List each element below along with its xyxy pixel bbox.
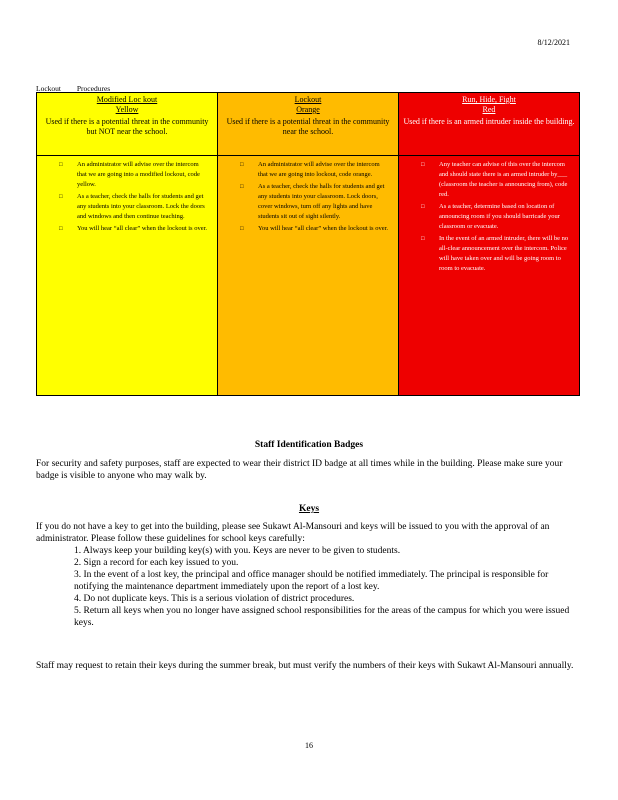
orange-header-cell (218, 93, 399, 156)
column-color-name: Yellow (115, 105, 139, 114)
list-item: 2. Sign a record for each key issued to you. (74, 558, 239, 568)
table-header-row (37, 93, 580, 156)
list-item: □ Any teacher can advise of this over the intercom and should state there is an armed intruder by___ (classroom the teacher is announcing from), code red. (399, 160, 571, 200)
red-header-cell (399, 93, 580, 156)
list-item: 1. Always keep your building key(s) with you. Keys are never to be given to students. (74, 546, 401, 556)
list-item: □ In the event of an armed intruder, there will be no all-clear announcement over the intercom. Police will have taken over and will be going room to room to evacuate. (399, 234, 571, 274)
table-body-row (37, 156, 580, 396)
list-item: □ An administrator will advise over the intercom that we are going into a modified lockout, code yellow. (37, 160, 209, 190)
yellow-header-cell (37, 93, 218, 156)
column-title: Run, Hide, Fight (462, 95, 516, 104)
list-item: □ You will hear “all clear” when the lockout is over. (37, 224, 209, 234)
list-item: □ As a teacher, check the halls for students and get any students into your classroom. Lock the doors and windows and then continue teaching. (37, 192, 209, 222)
list-item: 4. Do not duplicate keys. This is a serious violation of district procedures. (74, 594, 355, 604)
column-title: Modified Loc kout (96, 95, 158, 104)
list-item: □ As a teacher, check the halls for students and get any students into your classroom. Lock doors, cover windows, turn off any lights and have students sit out of sight silently. (218, 182, 390, 222)
lockout-procedures-table (36, 92, 580, 396)
yellow-body-cell (37, 156, 218, 396)
column-description: Used if there is a potential threat in the community but NOT near the school. (45, 117, 209, 136)
keys-heading: Keys (298, 504, 320, 514)
column-color-name: Orange (296, 105, 320, 114)
staff-id-heading: Staff Identification Badges (254, 440, 364, 450)
procedures-label: Procedures (76, 84, 111, 93)
page-number: 16 (305, 741, 313, 750)
column-description: Used if there is a potential threat in the community near the school. (226, 117, 390, 136)
keys-intro: If you do not have a key to get into the building, please see Sukawt Al-Mansouri and keys will be issued to you with the approval of an administrator. Please follow these guidelines for school keys carefully: (36, 522, 550, 544)
list-item: □ An administrator will advise over the intercom that we are going into lockout, code orange. (218, 160, 390, 180)
keys-guidelines-list (36, 545, 582, 629)
column-color-name: Red (482, 105, 496, 114)
list-item: □ You will hear “all clear” when the lockout is over. (218, 224, 390, 234)
column-title: Lockout (294, 95, 322, 104)
keys-section (36, 521, 582, 629)
list-item: 5. Return all keys when you no longer have assigned school responsibilities for the areas of the campus for which you were issued keys. (74, 606, 570, 628)
list-item: 3. In the event of a lost key, the principal and office manager should be notified immediately. The principal is responsible for notifying the maintenance department immediately upon the report of a lost key. (74, 570, 549, 592)
list-item: □ As a teacher, determine based on location of announcing room if you should barricade your classroom or evacuate. (399, 202, 571, 232)
orange-body-cell (218, 156, 399, 396)
keys-closing-paragraph: Staff may request to retain their keys during the summer break, but must verify the numbers of their keys with Sukawt Al-Mansouri annually. (36, 661, 574, 671)
red-body-cell (399, 156, 580, 396)
staff-id-paragraph: For security and safety purposes, staff are expected to wear their district ID badge at all times while in the building. Please make sure your badge is visible to anyone who may walk by. (36, 459, 563, 481)
date-stamp: 8/12/2021 (537, 38, 570, 47)
lockout-label: Lockout (36, 84, 61, 93)
column-description: Used if there is an armed intruder inside the building. (403, 117, 575, 126)
